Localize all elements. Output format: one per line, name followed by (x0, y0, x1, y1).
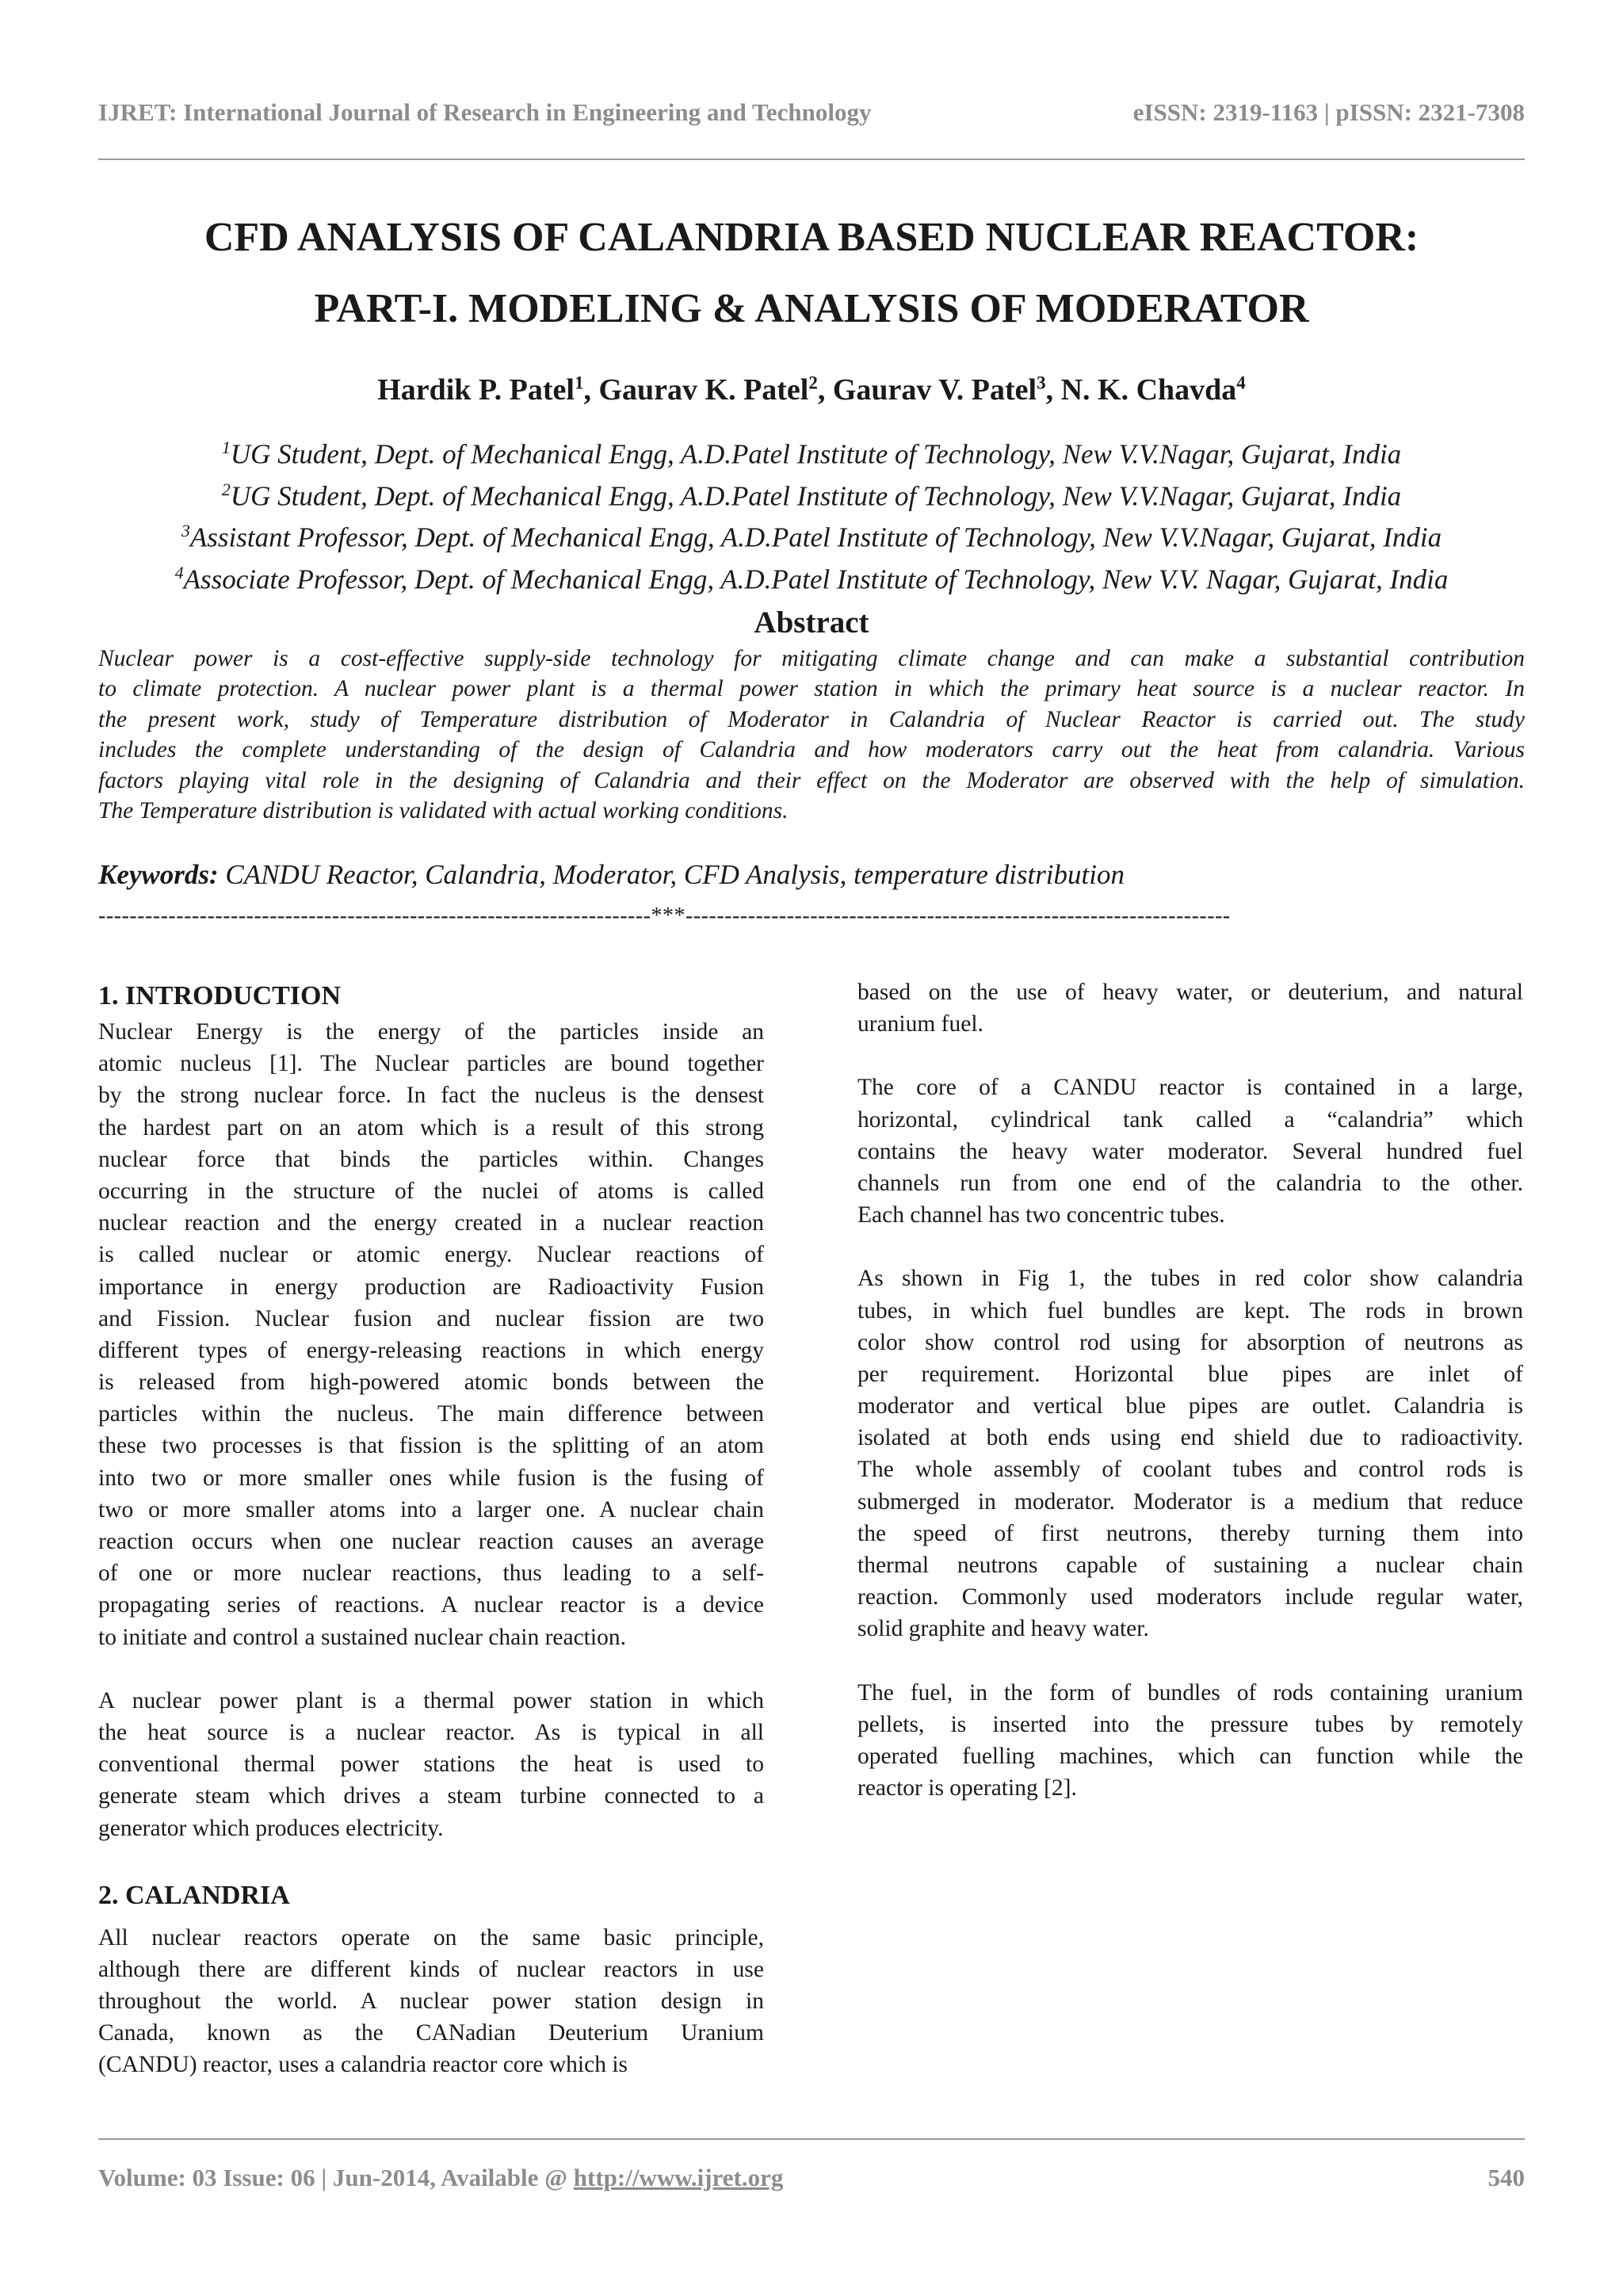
text-line: the heat source is a nuclear reactor. As is typical in all (98, 1719, 764, 1745)
author-list (98, 372, 1525, 407)
affiliation-text: UG Student, Dept. of Mechanical Engg, A.D.Patel Institute of Technology, New V.V.Nagar, Gujarat, India (230, 438, 1402, 470)
text-line: includes the complete understanding of the design of Calandria and how moderators carry out the heat from calandria. Various (98, 737, 1525, 763)
text-line: factors playing vital role in the designing of Calandria and their effect on the Moderator are observed with the help of simulation. (98, 767, 1525, 793)
text-line: (CANDU) reactor, uses a calandria reactor core which is (98, 2052, 628, 2078)
text-line: All nuclear reactors operate on the same basic principle, (98, 1924, 764, 1950)
text-line: reactor is operating [2]. (857, 1775, 1077, 1801)
text-line: Canada, known as the CANadian Deuterium Uranium (98, 2020, 764, 2046)
text-line: Nuclear power is a cost-effective supply-side technology for mitigating climate change and can make a substantial contribution (98, 646, 1525, 671)
keywords-text: CANDU Reactor, Calandria, Moderator, CFD Analysis, temperature distribution (218, 859, 1125, 890)
calandria-paragraph-1 (98, 1922, 764, 2081)
keywords (98, 859, 1525, 891)
affiliation-line (98, 472, 1525, 514)
text-line: The core of a CANDU reactor is contained in a large, (857, 1075, 1523, 1101)
text-line: nuclear reaction and the energy created in a nuclear reaction (98, 1210, 764, 1236)
affiliation-mark: 3 (181, 521, 190, 541)
journal-name: IJRET: International Journal of Research in Engineering and Technology (98, 98, 872, 126)
volume-text: Volume: 03 Issue: 06 | Jun-2014, Available @ (98, 2164, 574, 2191)
issn-text: eISSN: 2319-1163 | pISSN: 2321-7308 (1132, 98, 1525, 126)
text-line: color show control rod using for absorption of neutrons as (857, 1329, 1523, 1355)
text-line: the speed of first neutrons, thereby turning them into (857, 1520, 1523, 1546)
author-separator: , (817, 373, 833, 407)
author-affiliation-mark: 4 (1236, 372, 1246, 393)
text-line: operated fuelling machines, which can function while the (857, 1743, 1523, 1769)
author-separator: , (1045, 373, 1061, 407)
text-line: particles within the nucleus. The main difference between (98, 1401, 764, 1427)
calandria-paragraph-2 (857, 1072, 1523, 1231)
right-column (857, 976, 1523, 1804)
text-line: is called nuclear or atomic energy. Nuclear reactions of (98, 1242, 764, 1268)
text-line: The Temperature distribution is validated with actual working conditions. (98, 797, 789, 823)
title-line-2: PART-I. MODELING & ANALYSIS OF MODERATOR (314, 286, 1309, 331)
affiliation-mark: 1 (221, 437, 231, 457)
text-line: reaction. Commonly used moderators include regular water, (857, 1584, 1523, 1610)
text-line: atomic nucleus [1]. The Nuclear particles are bound together (98, 1051, 764, 1077)
intro-paragraph-2 (98, 1685, 764, 1844)
calandria-paragraph-3 (857, 1263, 1523, 1645)
section-heading-calandria: 2. CALANDRIA (98, 1880, 290, 1910)
text-line: horizontal, cylindrical tank called a “calandria” which (857, 1106, 1523, 1133)
text-line: conventional thermal power stations the heat is used to (98, 1752, 764, 1778)
text-line: although there are different kinds of nuclear reactors in use (98, 1956, 764, 1982)
text-line: of one or more nuclear reactions, thus leading to a self- (98, 1561, 764, 1587)
author-name: Gaurav K. Patel (598, 373, 809, 407)
text-line: channels run from one end of the calandria to the other. (857, 1170, 1523, 1196)
affiliation-text: UG Student, Dept. of Mechanical Engg, A.D.Patel Institute of Technology, New V.V.Nagar, Gujarat, India (230, 480, 1402, 512)
paper-title (98, 202, 1525, 345)
running-header (98, 98, 1525, 127)
author-affiliation-mark: 2 (808, 372, 818, 393)
text-line: into two or more smaller ones while fusion is the fusing of (98, 1465, 764, 1491)
text-line: reaction occurs when one nuclear reaction causes an average (98, 1529, 764, 1554)
text-line: importance in energy production are Radioactivity Fusion (98, 1274, 764, 1300)
author-name: Hardik P. Patel (377, 373, 575, 407)
text-line: to initiate and control a sustained nuclear chain reaction. (98, 1624, 626, 1650)
text-line: Nuclear Energy is the energy of the particles inside an (98, 1019, 764, 1045)
running-footer (98, 2164, 1525, 2192)
text-line: per requirement. Horizontal blue pipes are inlet of (857, 1361, 1523, 1387)
text-line: contains the heavy water moderator. Several hundred fuel (857, 1138, 1523, 1164)
text-line: these two processes is that fission is the splitting of an atom (98, 1433, 764, 1459)
section-heading-introduction: 1. INTRODUCTION (98, 981, 342, 1010)
abstract-body (98, 644, 1525, 826)
text-line: based on the use of heavy water, or deuterium, and natural (857, 980, 1523, 1005)
text-line: generator which produces electricity. (98, 1815, 444, 1841)
keywords-label: Keywords: (98, 859, 219, 890)
text-line: occurring in the structure of the nuclei of atoms is called (98, 1178, 764, 1204)
author-separator: , (583, 373, 599, 407)
text-line: The fuel, in the form of bundles of rods containing uranium (857, 1679, 1523, 1706)
author-affiliation-mark: 1 (574, 372, 584, 393)
affiliation-line (98, 556, 1525, 598)
affiliation-list (98, 430, 1525, 598)
text-line: The whole assembly of coolant tubes and control rods is (857, 1457, 1523, 1483)
affiliation-mark: 2 (221, 479, 231, 499)
text-line: two or more smaller atoms into a larger one. A nuclear chain (98, 1496, 764, 1522)
text-line: As shown in Fig 1, the tubes in red color show calandria (857, 1266, 1523, 1292)
text-line: and Fission. Nuclear fusion and nuclear fission are two (98, 1305, 764, 1331)
text-line: solid graphite and heavy water. (857, 1616, 1149, 1642)
page-number: 540 (1487, 2164, 1525, 2191)
calandria-paragraph-1-cont (857, 976, 1523, 1040)
affiliation-line (98, 430, 1525, 472)
text-line: submerged in moderator. Moderator is a medium that reduce (857, 1488, 1523, 1515)
affiliation-line (98, 514, 1525, 556)
text-line: the hardest part on an atom which is a result of this strong (98, 1114, 764, 1140)
left-column (98, 976, 764, 2081)
intro-paragraph-1 (98, 1016, 764, 1653)
text-line: the present work, study of Temperature distribution of Moderator in Calandria of Nuclear Reactor is carried out. The study (98, 706, 1525, 732)
text-line: generate steam which drives a steam turbine connected to a (98, 1783, 764, 1809)
author-name: Gaurav V. Patel (832, 373, 1037, 407)
header-divider (98, 159, 1525, 160)
text-line: Each channel has two concentric tubes. (857, 1202, 1225, 1228)
calandria-paragraph-4 (857, 1677, 1523, 1805)
text-line: A nuclear power plant is a thermal power station in which (98, 1687, 764, 1713)
footer-divider (98, 2138, 1525, 2140)
author-name: N. K. Chavda (1060, 373, 1237, 407)
text-line: pellets, is inserted into the pressure tubes by remotely (857, 1711, 1523, 1737)
text-line: throughout the world. A nuclear power station design in (98, 1988, 764, 2015)
text-line: to climate protection. A nuclear power plant is a thermal power station in which the primary heat source is a nuclear reactor. In (98, 676, 1525, 702)
text-line: uranium fuel. (857, 1011, 983, 1037)
text-line: nuclear force that binds the particles within. Changes (98, 1146, 764, 1172)
title-line-1: CFD ANALYSIS OF CALANDRIA BASED NUCLEAR REACTOR: (204, 215, 1419, 260)
text-line: moderator and vertical blue pipes are outlet. Calandria is (857, 1393, 1523, 1419)
affiliation-text: Associate Professor, Dept. of Mechanical Engg, A.D.Patel Institute of Technology, New V.V. Nagar, Gujarat, India (183, 563, 1449, 595)
text-line: tubes, in which fuel bundles are kept. The rods in brown (857, 1297, 1523, 1324)
affiliation-mark: 4 (174, 562, 184, 583)
text-line: different types of energy-releasing reactions in which energy (98, 1337, 764, 1363)
text-line: isolated at both ends using end shield due to radioactivity. (857, 1425, 1523, 1451)
abstract-heading: Abstract (754, 606, 869, 640)
text-line: by the strong nuclear force. In fact the nucleus is the densest (98, 1083, 764, 1109)
text-line: is released from high-powered atomic bonds between the (98, 1370, 764, 1396)
footer-volume (98, 2164, 783, 2192)
text-line: propagating series of reactions. A nuclear reactor is a device (98, 1592, 764, 1618)
author-affiliation-mark: 3 (1037, 372, 1046, 393)
text-line: thermal neutrons capable of sustaining a nuclear chain (857, 1553, 1523, 1578)
journal-link[interactable]: http://www.ijret.org (573, 2164, 784, 2191)
section-separator: -----------------------------------------------------------------------***---------------------------------------------------------------------- (98, 904, 1231, 928)
affiliation-text: Assistant Professor, Dept. of Mechanical Engg, A.D.Patel Institute of Technology, New V.V.Nagar, Gujarat, India (189, 521, 1442, 553)
